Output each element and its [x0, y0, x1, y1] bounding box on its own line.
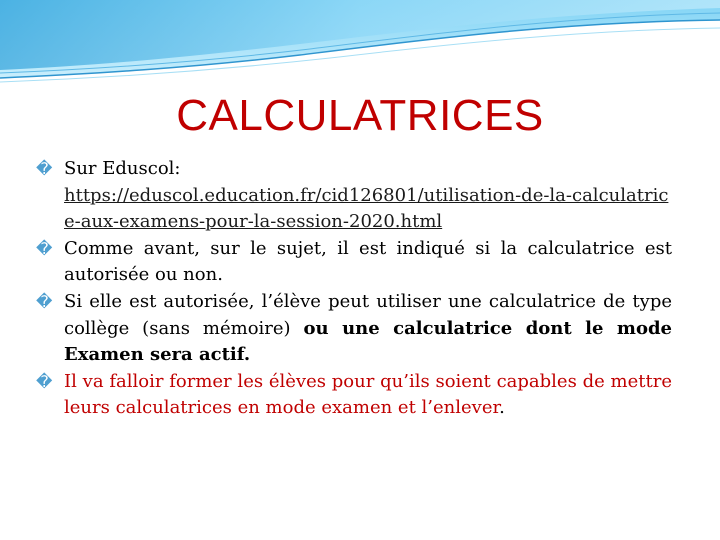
- bullet-label: Sur Eduscol:: [64, 158, 181, 179]
- bullet-period: .: [499, 397, 505, 419]
- slide-title: CALCULATRICES: [176, 91, 544, 140]
- square-bullet-icon: �: [36, 159, 53, 178]
- eduscol-link[interactable]: https://eduscol.education.fr/cid126801/utilisation-de-la-calculatrice-aux-examens-pour-la-session-2020.html: [64, 184, 669, 233]
- bullet-item-subject: [36, 236, 672, 289]
- bullet-item-training: [36, 369, 672, 422]
- bullet-text: Comme avant, sur le sujet, il est indiqué si la calculatrice est autorisée ou non.: [64, 237, 672, 286]
- bullet-bold-text: ou une calculatrice dont le mode Examen sera actif.: [64, 317, 672, 366]
- bullet-item-authorized: [36, 289, 672, 369]
- bullet-red-text: Il va falloir former les élèves pour qu’ils soient capables de mettre leurs calculatrices en mode examen et l’enlever: [64, 370, 672, 419]
- slide-body: [36, 156, 672, 422]
- square-bullet-icon: �: [36, 371, 53, 391]
- square-bullet-icon: �: [36, 238, 53, 258]
- header-wave-decoration: [0, 0, 720, 90]
- square-bullet-icon: �: [36, 291, 53, 311]
- bullet-text: Si elle est autorisée, l’élève peut utiliser une calculatrice de type collège (sans mémoire): [64, 290, 672, 339]
- bullet-item-eduscol: [36, 156, 672, 236]
